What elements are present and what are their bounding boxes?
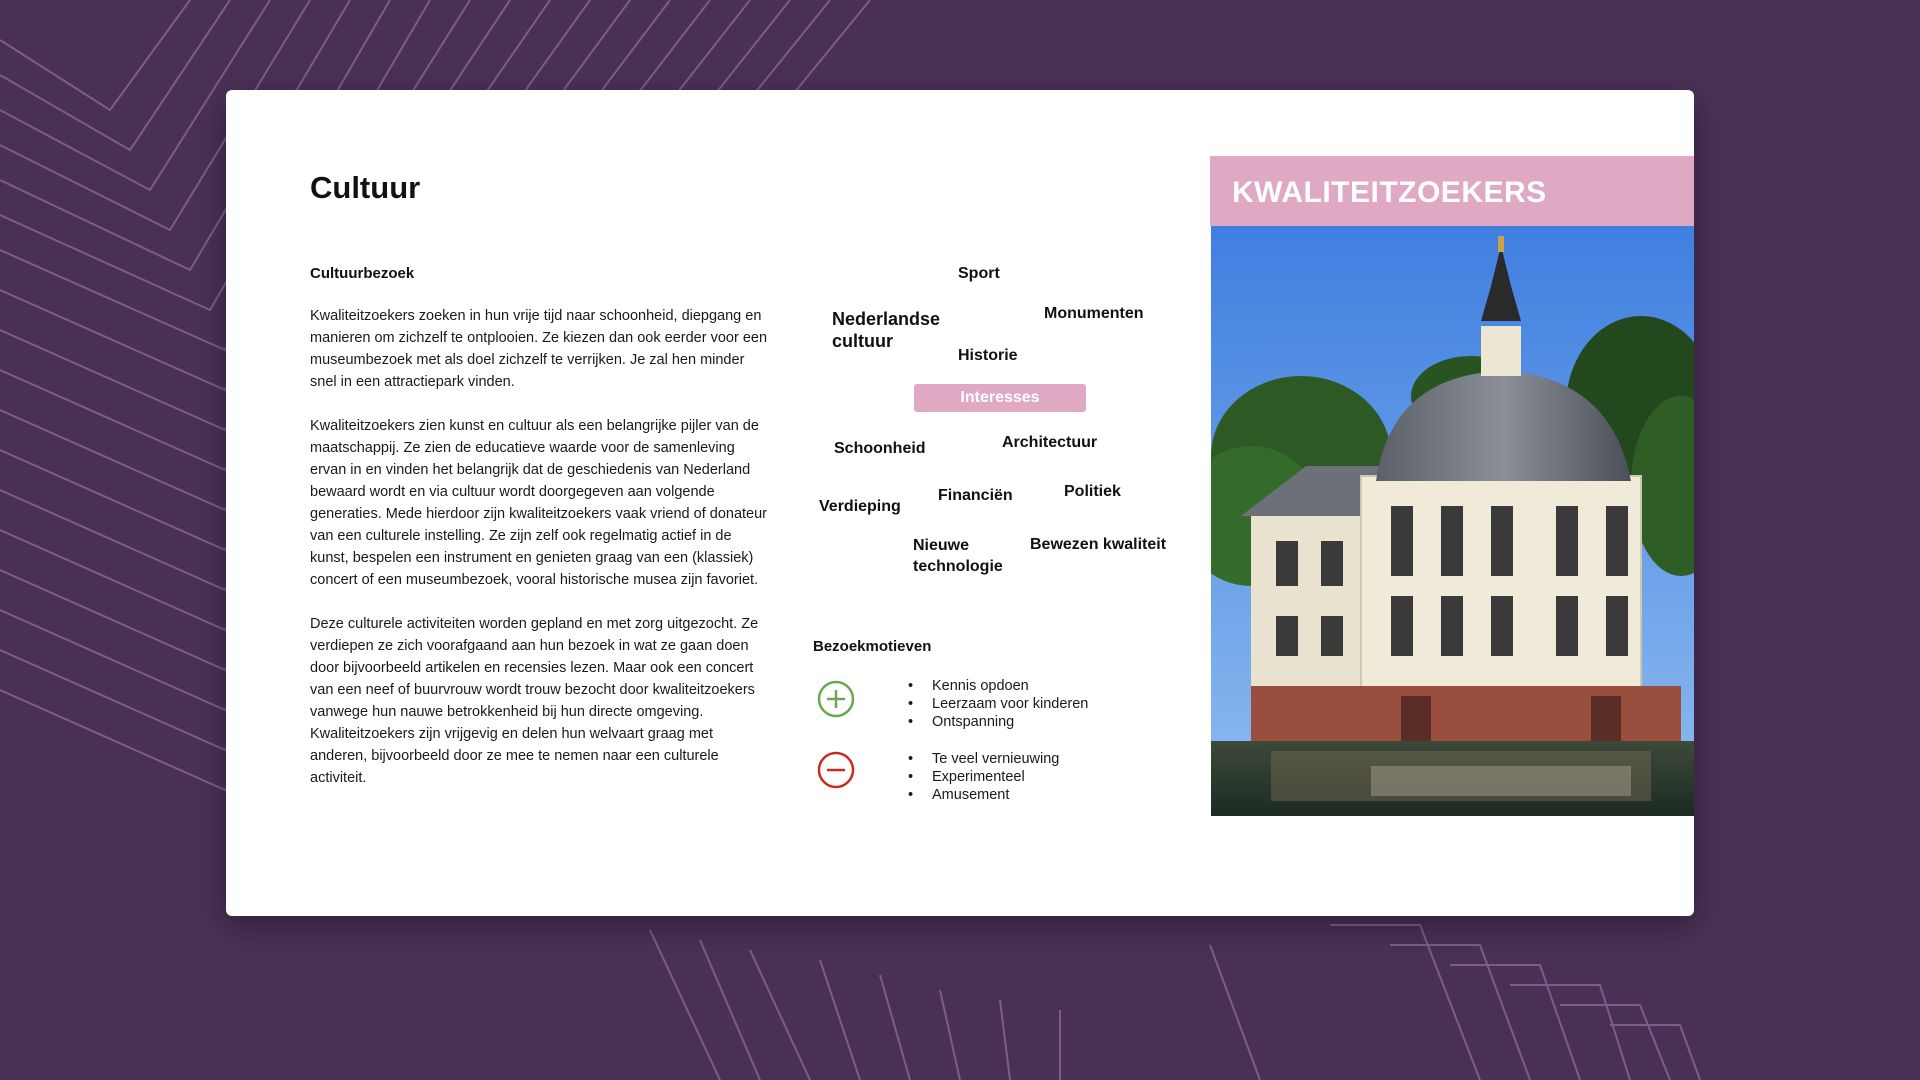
plus-circle-icon — [816, 679, 856, 719]
castle-photo — [1211, 226, 1694, 816]
persona-header-text: KWALITEITZOEKERS — [1232, 176, 1547, 209]
list-item: • Experimenteel — [906, 768, 1059, 786]
interest-word-politiek: Politiek — [1064, 483, 1121, 500]
section-subheading: Cultuurbezoek — [310, 265, 415, 282]
minus-circle-icon — [816, 750, 856, 790]
slide — [226, 90, 1694, 916]
interests-label: Interesses — [914, 384, 1086, 412]
positive-motives-list — [906, 677, 1088, 731]
interest-word-historie: Historie — [958, 347, 1018, 364]
persona-header — [1210, 156, 1694, 226]
interest-word-monumenten: Monumenten — [1044, 305, 1144, 322]
interest-word-technologie: technologie — [913, 558, 1003, 575]
paragraph: Kwaliteitzoekers zien kunst en cultuur als een belangrijke pijler van de maatschappij. Ze zien de educatieve waarde voor de samenleving ervan in en vinden het belangrijk dat de geschiedenis van Nederland bewaard wordt en via cultuur wordt doorgegeven aan volgende generaties. Mede hierdoor zijn kwaliteitzoekers vaak vriend of donateur van een culturele instelling. Ze zijn zelf ook regelmatig actief in de kunst, bespelen een instrument en genieten graag van een (klassiek) concert of een museumbezoek, vooral historische musea zijn favoriet. — [310, 418, 767, 588]
page-title: Cultuur — [310, 170, 421, 205]
interest-word-verdieping: Verdieping — [819, 498, 901, 515]
negative-motives-list — [906, 750, 1059, 804]
list-item: • Kennis opdoen — [906, 677, 1088, 695]
body-text — [310, 305, 770, 811]
list-item: • Ontspanning — [906, 713, 1088, 731]
list-item: • Amusement — [906, 786, 1059, 804]
interest-word-nieuwe: Nieuwe — [913, 537, 970, 554]
interest-word-sport: Sport — [958, 265, 1000, 282]
interest-word-nederlandse: Nederlandse — [832, 309, 941, 329]
interest-word-bewezen-kwaliteit: Bewezen kwaliteit — [1030, 536, 1167, 553]
motives-heading: Bezoekmotieven — [813, 638, 932, 655]
list-item: • Te veel vernieuwing — [906, 750, 1059, 768]
interest-word-schoonheid: Schoonheid — [834, 440, 926, 457]
interest-word-architectuur: Architectuur — [1002, 434, 1098, 451]
interest-word-cultuur: cultuur — [832, 331, 893, 351]
paragraph: Deze culturele activiteiten worden gepland en met zorg uitgezocht. Ze verdiepen ze zich voorafgaand aan hun bezoek in wat ze gaan doen door bijvoorbeeld artikelen en recensies lezen. Maar ook een concert van een neef of buurvrouw wordt trouw bezocht door kwaliteitzoekers vanwege hun nauwe betrokkenheid bij hun directe omgeving. Kwaliteitzoekers zijn vrijgevig en delen hun welvaart graag met anderen, bijvoorbeeld door ze mee te nemen naar een culturele activiteit. — [310, 616, 759, 786]
paragraph: Kwaliteitzoekers zoeken in hun vrije tijd naar schoonheid, diepgang en manieren om zichzelf te ontplooien. Ze kiezen dan ook eerder voor een museumbezoek met als doel zichzelf te verrijken. Je zal hen minder snel in een attractiepark vinden. — [310, 308, 768, 390]
interest-word-financien: Financiën — [938, 487, 1013, 504]
list-item: • Leerzaam voor kinderen — [906, 695, 1088, 713]
